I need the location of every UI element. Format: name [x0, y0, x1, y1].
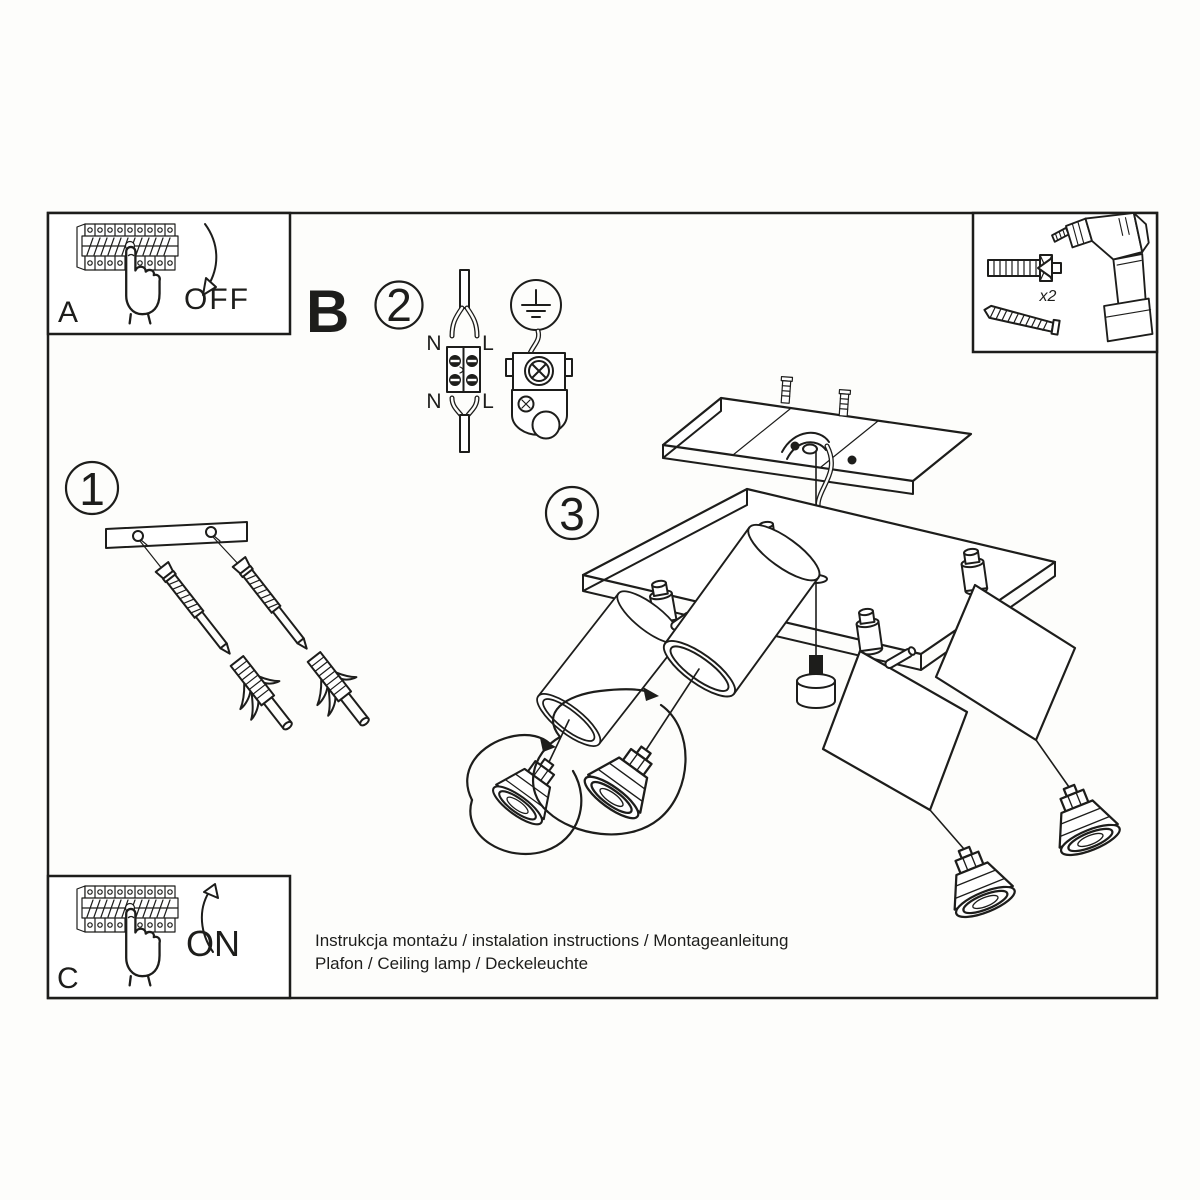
plate-screw-icon	[838, 390, 851, 417]
panel-a-label: A	[58, 296, 79, 329]
wall-plug-icon	[293, 644, 383, 740]
earth-ground-icon	[511, 280, 561, 330]
wall-plug-icon	[216, 648, 306, 744]
ceiling-mount-plate	[663, 377, 971, 514]
gu10-bulb-icon	[1040, 775, 1123, 861]
anchor-quantity-label: x2	[1039, 288, 1057, 305]
supply-cable	[460, 270, 469, 308]
gu10-bulb-icon	[488, 745, 573, 831]
lamp-cable	[460, 415, 469, 452]
terminal-n-bottom-label: N	[426, 390, 442, 413]
panel-c-label: C	[57, 962, 79, 995]
terminal-l-top-label: L	[482, 332, 494, 355]
mounting-strip-icon	[106, 522, 247, 548]
wiring-section	[306, 270, 572, 452]
breaker-on-panel	[48, 876, 290, 998]
plate-screw-icon	[780, 377, 793, 404]
footer-line1: Instrukcja montażu / instalation instructions / Montageanleitung	[315, 931, 789, 950]
mounting-step	[66, 462, 383, 744]
terminal-block-icon	[426, 270, 493, 452]
ground-clamp-icon	[506, 331, 572, 439]
step-1-number: 1	[79, 463, 105, 515]
screw-icon	[156, 562, 236, 659]
assembly-step	[467, 377, 1123, 923]
breaker-off-panel	[48, 213, 290, 334]
step-3-number: 3	[559, 488, 585, 540]
gu10-bulb-icon	[935, 837, 1018, 923]
step-2-number: 2	[386, 279, 412, 331]
power-on-label: ON	[186, 923, 240, 964]
footer	[315, 931, 788, 973]
screw-icon	[233, 557, 313, 654]
power-off-label: OFF	[184, 283, 250, 316]
section-b-label: B	[306, 278, 350, 345]
terminal-n-top-label: N	[426, 332, 442, 355]
terminal-l-bottom-label: L	[482, 390, 494, 413]
footer-line2: Plafon / Ceiling lamp / Deckeleuchte	[315, 954, 589, 973]
tools-box	[973, 213, 1157, 352]
